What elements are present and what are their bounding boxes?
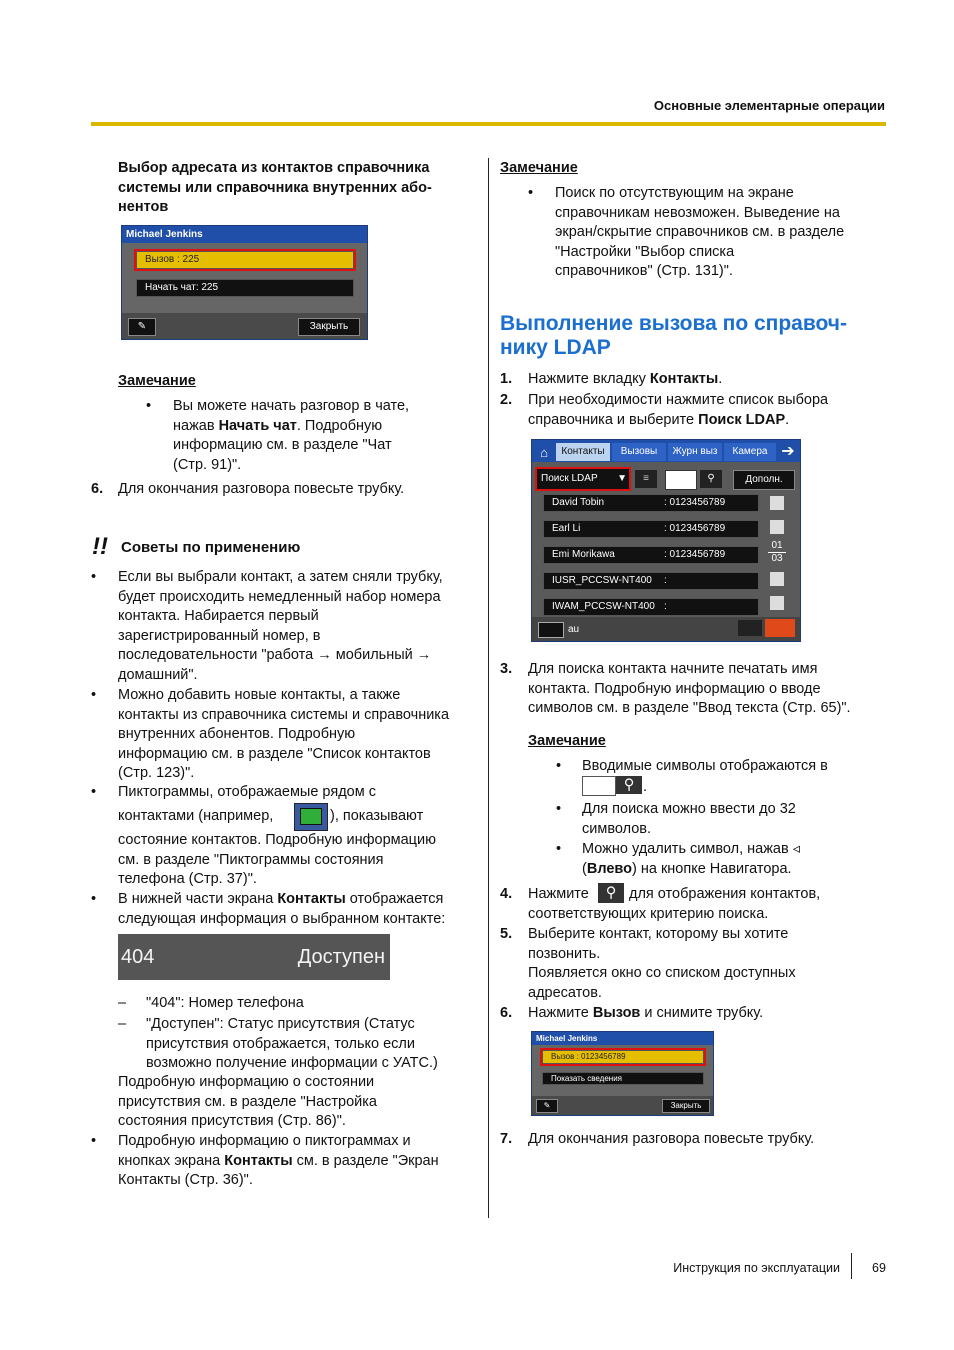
bold-text: Поиск LDAP [698, 411, 786, 428]
show-details-option[interactable]: Показать сведения [542, 1072, 704, 1085]
step-text [528, 1004, 763, 1024]
text: . [718, 371, 723, 387]
bold-text: Начать чат [218, 417, 297, 434]
note-text [173, 397, 409, 475]
step-number: 3. [500, 661, 513, 677]
line [118, 910, 445, 930]
step-number: 5. [500, 926, 513, 942]
page-number: 69 [872, 1261, 886, 1275]
contact-name: IWAM_PCCSW-NT400 [552, 601, 655, 612]
line [173, 397, 409, 417]
contact-row[interactable] [543, 572, 759, 590]
tip-3-line2a: контактами (например, [118, 808, 274, 824]
text: отображается [345, 891, 444, 907]
text: (Стр. 91)". [173, 456, 242, 473]
left-heading-line: Выбор адресата из контактов справочника [118, 160, 430, 176]
line: Подробную информацию о состоянии [118, 1074, 375, 1090]
line: Для поиска контакта начните печатать имя [528, 661, 818, 677]
running-header: Основные элементарные операции [653, 98, 885, 113]
text: . Подробную [296, 417, 383, 434]
edit-icon[interactable]: ✎ [536, 1099, 558, 1113]
step-text [528, 660, 851, 719]
line [173, 456, 409, 476]
line: Для поиска можно ввести до 32 [582, 801, 796, 817]
line: (Стр. 123)". [118, 765, 195, 781]
arrow-right-icon[interactable]: ➔ [781, 443, 795, 460]
bullet: • [91, 891, 97, 907]
screenshot-call-select [531, 1031, 714, 1116]
column-divider [488, 158, 489, 1218]
bullet: • [556, 801, 562, 817]
line: контакта. Подробную информацию о вводе [528, 680, 821, 697]
line [528, 411, 828, 431]
note-heading: Замечание [500, 160, 578, 176]
text: . [785, 411, 790, 428]
input-field-sample [582, 776, 616, 796]
line [173, 417, 409, 437]
abc-icon[interactable]: au [568, 624, 580, 635]
step-text: Нажмите [528, 886, 589, 902]
note-line [582, 800, 796, 839]
page-bottom-icon[interactable] [770, 596, 784, 610]
bullet: • [556, 841, 562, 857]
footer-separator [851, 1253, 852, 1279]
contact-number: : 0123456789 [664, 497, 726, 508]
step-number: 6. [500, 1005, 513, 1021]
dash-item-2 [146, 1015, 438, 1074]
text: ) на кнопке Навигатора. [631, 861, 792, 877]
bold-text: Контакты [277, 891, 346, 907]
step-number: 4. [500, 886, 513, 902]
page-total: 03 [768, 552, 786, 565]
screen-bottom-bar [532, 1096, 713, 1115]
text: следующая информация о выбранном контакте: [118, 910, 446, 927]
line: будет происходить немедленный набор номера [118, 588, 441, 605]
note-line: . [643, 779, 648, 795]
tab-camera[interactable]: Камера [724, 443, 776, 461]
line: информацию см. в разделе "Список контактов [118, 745, 431, 762]
page-current: 01 [771, 540, 783, 551]
line: состояния присутствия (Стр. 86)". [118, 1113, 346, 1129]
line [528, 1004, 763, 1024]
screen-bottom-bar [122, 313, 367, 339]
step-number: 6. [91, 481, 104, 497]
step-number: 2. [500, 392, 513, 408]
line: внутренних абонентов. Подробную [118, 726, 356, 742]
line: справочников" (Стр. 131)". [555, 263, 733, 279]
line [118, 890, 445, 910]
call-option[interactable]: Вызов : 225 [136, 251, 354, 269]
text: Нажмите вкладку [528, 371, 650, 387]
line: Поиск по отсутствующим на экране [555, 185, 794, 201]
step-text: для отображения контактов, [629, 886, 821, 902]
directory-select[interactable] [537, 469, 629, 489]
line: позвонить. [528, 945, 601, 962]
contact-name: IUSR_PCCSW-NT400 [552, 575, 652, 586]
tab-calls[interactable]: Вызовы [612, 443, 666, 461]
bullet: • [91, 1133, 97, 1149]
contact-number: : [664, 601, 667, 612]
note-line: Вводимые символы отображаются в [582, 758, 828, 774]
tips-heading: Советы по применению [121, 539, 301, 556]
line: присутствия отображается, только если [146, 1035, 415, 1052]
text: Контакты (Стр. 36)". [118, 1172, 253, 1188]
home-icon[interactable]: ⌂ [540, 445, 548, 460]
contact-row[interactable] [543, 494, 759, 512]
line: Выполнение вызова по справоч- [500, 312, 847, 335]
page-up-icon[interactable] [770, 520, 784, 534]
search-icon[interactable]: ⚲ [700, 470, 722, 488]
line: Можно добавить новые контакты, а также [118, 687, 401, 703]
bullet: • [528, 185, 534, 201]
tip-5 [118, 1132, 439, 1191]
line: см. в разделе "Пиктограммы состояния [118, 851, 384, 868]
screenshot-contact-select [121, 225, 368, 340]
search-icon: ⚲ [598, 883, 624, 903]
directory-select-value: Поиск LDAP [541, 473, 598, 484]
line: экран/скрытие справочников см. в разделе [555, 224, 845, 240]
tip-3-line1: Пиктограммы, отображаемые рядом с [118, 784, 376, 800]
contact-row[interactable] [543, 598, 759, 616]
line [528, 391, 828, 411]
page-top-icon[interactable] [770, 496, 784, 510]
status-number: 404 [121, 946, 155, 968]
contact-name: Emi Morikawa [552, 549, 615, 560]
step-text [528, 925, 796, 1003]
note-line [582, 860, 792, 880]
line: контакты из справочника системы и справочника [118, 706, 450, 723]
screen-title: Michael Jenkins [532, 1032, 713, 1045]
tip-1 [118, 568, 443, 685]
screen-title: Michael Jenkins [122, 226, 367, 243]
hangup-icon[interactable] [765, 619, 795, 637]
text: справочника и выберите [528, 411, 699, 428]
line: присутствия см. в разделе "Настройка [118, 1093, 377, 1110]
status-icon[interactable] [738, 620, 762, 636]
contact-number: : [664, 575, 667, 586]
line: Появляется окно со списком доступных [528, 965, 796, 981]
presence-status-icon [294, 803, 328, 831]
line [582, 860, 792, 880]
text: Нажмите [528, 1005, 593, 1021]
line: контакта. Набирается первый [118, 608, 319, 624]
footer-manual-title: Инструкция по эксплуатации [673, 1261, 840, 1275]
line: зарегистрированный номер, в [118, 627, 321, 644]
line: нику LDAP [500, 336, 611, 359]
dash-item-1: "404": Номер телефона [146, 995, 304, 1011]
note-text [555, 184, 844, 282]
bullet: • [556, 758, 562, 774]
contact-name: David Tobin [552, 497, 605, 508]
tip-2 [118, 686, 449, 784]
step-number: 1. [500, 371, 513, 387]
line [118, 1152, 439, 1172]
contact-row[interactable] [543, 520, 759, 538]
bold-text: Контакты [649, 371, 719, 387]
left-heading-line: нентов [118, 199, 169, 215]
database-icon[interactable]: ≡ [635, 470, 657, 488]
line: символов см. в разделе "Ввод текста (Стр. 65)". [528, 700, 851, 716]
step-text: Для окончания разговора повесьте трубку. [528, 1131, 815, 1147]
text: информацию см. в разделе "Чат [173, 437, 392, 453]
chat-option[interactable]: Начать чат: 225 [136, 279, 354, 297]
contact-number: : 0123456789 [664, 523, 726, 534]
line: справочникам невозможен. Выведение на [555, 204, 840, 221]
dash: – [118, 1016, 127, 1032]
line [118, 1171, 439, 1191]
bullet: • [91, 784, 97, 800]
contact-number: : 0123456789 [664, 549, 726, 560]
bold-text: Вызов [592, 1005, 641, 1021]
note-heading: Замечание [528, 733, 606, 749]
text: ( [582, 861, 587, 877]
search-icon: ⚲ [616, 776, 642, 794]
text: см. в разделе "Экран [292, 1152, 439, 1169]
bullet: • [146, 398, 152, 414]
line: "Настройки "Выбор списка [555, 243, 735, 260]
tab-call-log[interactable]: Журн выз [668, 443, 722, 461]
step-number: 7. [500, 1131, 513, 1147]
line: последовательности "работа → мобильный → [118, 647, 432, 663]
line [173, 436, 409, 456]
contact-status-bar [118, 934, 390, 980]
page-indicator [768, 540, 786, 565]
keyboard-icon[interactable] [538, 622, 564, 638]
text: кнопках экрана [118, 1152, 225, 1169]
step-text [528, 391, 828, 430]
step-text [528, 370, 722, 390]
tip-4 [118, 890, 445, 929]
line: символов. [582, 820, 652, 837]
page-down-icon[interactable] [770, 572, 784, 586]
close-button[interactable]: Закрыть [298, 318, 360, 336]
chevron-down-icon: ▼ [617, 473, 627, 484]
text: В нижней части экрана [118, 891, 278, 907]
line [118, 1132, 439, 1152]
call-option[interactable]: Вызов : 0123456789 [542, 1050, 704, 1064]
note-line: Можно удалить символ, нажав ◃ [582, 841, 800, 857]
screenshot-ldap-search [531, 439, 801, 642]
text: При необходимости нажмите список выбора [528, 392, 829, 408]
line: "Доступен": Статус присутствия (Статус [146, 1016, 415, 1032]
bullet: • [91, 569, 97, 585]
left-heading [118, 159, 432, 218]
close-button[interactable]: Закрыть [662, 1099, 710, 1113]
status-presence: Доступен [297, 946, 385, 968]
bold-text: Влево [586, 861, 632, 877]
text: Подробную информацию о пиктограммах и [118, 1133, 411, 1149]
text: нажав [173, 417, 219, 434]
section-title [500, 312, 847, 360]
line: телефона (Стр. 37)". [118, 871, 257, 887]
line: возможно получение информации с УАТС.) [146, 1055, 438, 1071]
text: Вы можете начать разговор в чате, [173, 398, 410, 414]
left-heading-line: системы или справочника внутренних або- [118, 179, 432, 196]
edit-icon[interactable]: ✎ [128, 318, 156, 336]
text: и снимите трубку. [640, 1005, 764, 1021]
tip-3-rest [118, 831, 436, 890]
dash: – [118, 995, 127, 1011]
bullet: • [91, 687, 97, 703]
step-text: соответствующих критерию поиска. [528, 906, 769, 922]
header-rule [91, 122, 886, 126]
line [528, 370, 722, 390]
line: Если вы выбрали контакт, а затем сняли трубку, [118, 569, 443, 585]
tip-3-line2b: ), показывают [330, 808, 424, 824]
presence-paragraph [118, 1073, 377, 1132]
more-button[interactable]: Дополн. [733, 470, 795, 490]
line: адресатов. [528, 984, 602, 1001]
tips-icon: !! [92, 533, 108, 560]
line: Выберите контакт, которому вы хотите [528, 926, 789, 942]
contact-row[interactable] [543, 546, 759, 564]
step-text: Для окончания разговора повесьте трубку. [118, 481, 405, 497]
contact-name: Earl Li [552, 523, 581, 534]
note-heading: Замечание [118, 373, 196, 389]
line: домашний". [118, 666, 198, 683]
tab-contacts[interactable]: Контакты [556, 443, 610, 461]
bold-text: Контакты [224, 1152, 293, 1169]
line: состояние контактов. Подробную информацию [118, 832, 436, 848]
search-input[interactable] [665, 470, 697, 490]
